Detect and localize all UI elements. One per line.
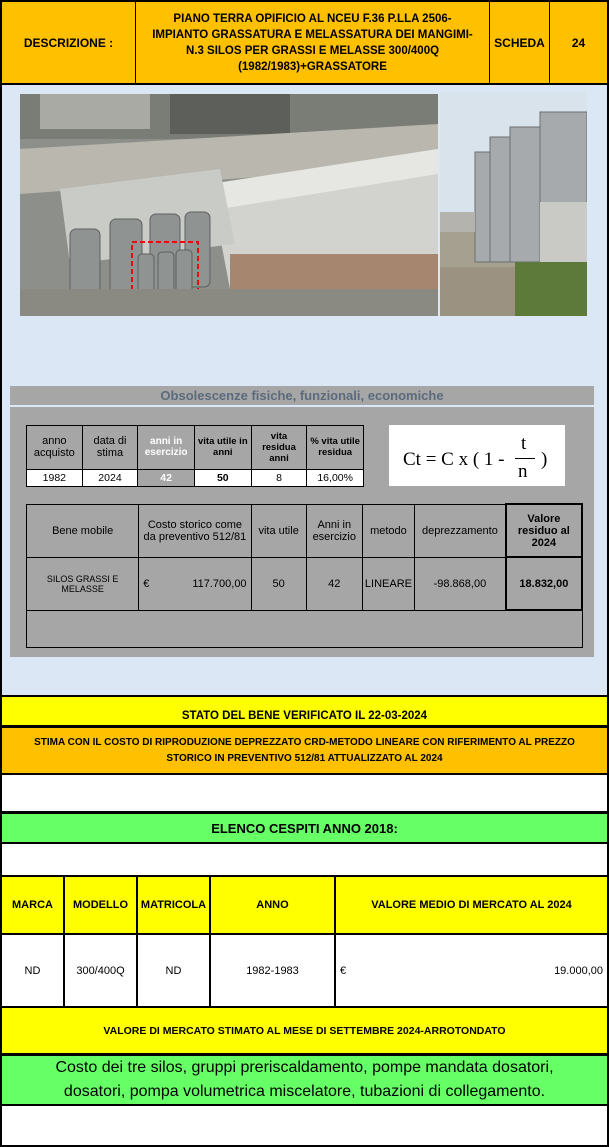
silos-photo [440, 92, 587, 316]
cell-anni: 42 [306, 557, 362, 610]
header-vita-utile: vita utile in anni [194, 426, 251, 470]
cell-matricola: ND [137, 934, 210, 1007]
header-bene-mobile: Bene mobile [27, 504, 139, 557]
description-title [136, 2, 490, 83]
header-deprezzamento: deprezzamento [415, 504, 506, 557]
value-anni-esercizio: 42 [138, 469, 195, 486]
costo-value: 117.700,00 [192, 577, 247, 590]
cell-marca: ND [1, 934, 64, 1007]
stima-method [0, 727, 609, 775]
valore-stimato: VALORE DI MERCATO STIMATO AL MESE DI SETTEMBRE 2024-ARROTONDATO [0, 1006, 609, 1055]
value-data-stima: 2024 [82, 469, 138, 486]
header-metodo: metodo [362, 504, 414, 557]
value-vita-residua: 8 [251, 469, 307, 486]
cell-valore-medio [335, 934, 608, 1007]
header-marca: MARCA [1, 876, 64, 934]
valuation-table [26, 503, 583, 648]
elenco-cespiti: ELENCO CESPITI ANNO 2018: [0, 812, 609, 844]
note-box [0, 1055, 609, 1106]
spacer-row [0, 844, 609, 875]
cell-costo [139, 557, 251, 610]
obsolescence-title: Obsolescenze fisiche, funzionali, economiche [10, 386, 594, 405]
header-data-stima: data di stima [82, 426, 138, 470]
footer-row [0, 1106, 609, 1147]
empty-row [27, 610, 583, 647]
spacer-row [0, 775, 609, 812]
header-anni-esercizio: anni in esercizio [138, 426, 195, 470]
header-modello: MODELLO [64, 876, 137, 934]
formula-fraction-bar [515, 458, 535, 459]
note-line: Costo dei tre silos, gruppi preriscaldamento, pompe mandata dosatori, [55, 1059, 554, 1076]
stima-line: STIMA CON IL COSTO DI RIPRODUZIONE DEPREZZATO CRD-METODO LINEARE CON RIFERIMENTO AL PREZZO [34, 736, 575, 748]
title-line: N.3 SILOS PER GRASSI E MELASSE 300/400Q [185, 44, 440, 57]
depreciation-formula [389, 425, 565, 486]
header-valore-medio: VALORE MEDIO DI MERCATO AL 2024 [335, 876, 608, 934]
cell-modello: 300/400Q [64, 934, 137, 1007]
header-matricola: MATRICOLA [137, 876, 210, 934]
cell-bene: SILOS GRASSI E MELASSE [27, 557, 139, 610]
stato-bene: STATO DEL BENE VERIFICATO IL 22-03-2024 [0, 695, 609, 727]
value-percent-residua: 16,00% [307, 469, 364, 486]
title-line: PIANO TERRA OPIFICIO AL NCEU F.36 P.LLA 2506- [173, 12, 452, 25]
formula-lhs: Ct = C x ( 1 - [403, 449, 505, 470]
formula-numerator: t [521, 433, 527, 454]
cell-valore-residuo: 18.832,00 [506, 557, 582, 610]
title-line: IMPIANTO GRASSATURA E MELASSATURA DEI MANGIMI- [152, 28, 473, 41]
scheda-number: 24 [571, 35, 586, 50]
note-line: dosatori, pompa volumetrica miscelatore, tubazioni di collegamento. [63, 1083, 546, 1100]
value-vita-utile: 50 [194, 469, 251, 486]
stima-line: STORICO IN PREVENTIVO 512/81 ATTUALIZZATO AL 2024 [166, 752, 443, 764]
formula-close: ) [541, 449, 548, 470]
market-table [0, 875, 609, 1008]
header-vita-utile: vita utile [251, 504, 306, 557]
header-valore-residuo: Valore residuo al 2024 [506, 504, 582, 557]
scheda-label: SCHEDA [490, 2, 550, 83]
cell-anno: 1982-1983 [210, 934, 335, 1007]
cell-metodo: LINEARE [362, 557, 414, 610]
description-label: DESCRIZIONE : [2, 2, 136, 83]
aerial-photo [20, 94, 438, 316]
currency-symbol: € [340, 964, 347, 977]
value-anno-acquisto: 1982 [27, 469, 83, 486]
formula-denominator: n [518, 461, 528, 482]
header-anno: ANNO [210, 876, 335, 934]
header-percent-residua: % vita utile residua [307, 426, 364, 470]
cell-deprezzamento: -98.868,00 [415, 557, 506, 610]
currency-symbol: € [143, 577, 150, 590]
valore-medio-value: 19.000,00 [554, 964, 603, 977]
header-anno-acquisto: anno acquisto [27, 426, 83, 470]
header-anni-esercizio: Anni in esercizio [306, 504, 362, 557]
cell-vita: 50 [251, 557, 306, 610]
header-vita-residua: vita residua anni [251, 426, 307, 470]
header-costo-storico: Costo storico come da preventivo 512/81 [139, 504, 251, 557]
title-line: (1982/1983)+GRASSATORE [238, 60, 387, 73]
obsolescence-table [26, 425, 364, 487]
